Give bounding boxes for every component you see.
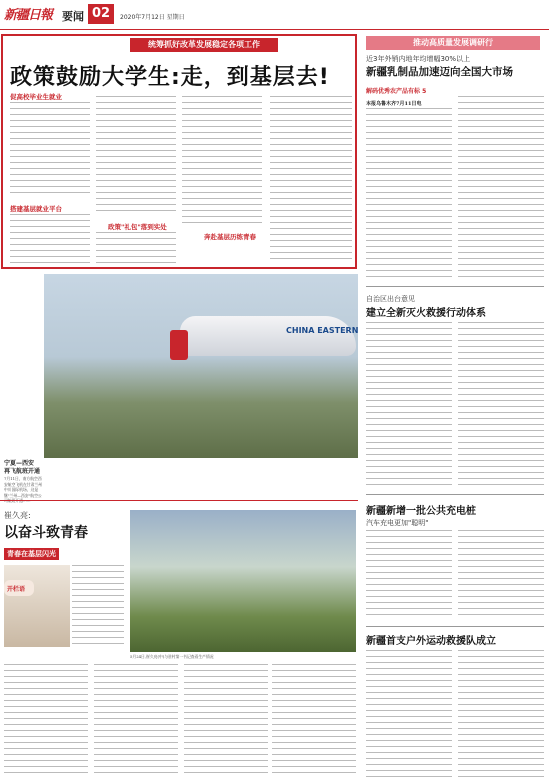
divider-2	[366, 494, 544, 495]
page-number: 02	[88, 4, 114, 24]
right-story4-col1	[366, 650, 452, 778]
right-story3-col1	[366, 530, 452, 620]
lead-column-2	[96, 96, 176, 216]
divider-1	[366, 286, 544, 287]
lead-column-1	[10, 102, 90, 198]
right-story1-title: 新疆乳制品加速迈向全国大市场	[366, 66, 513, 78]
airport-photo	[44, 274, 358, 458]
feature-title: 以奋斗致青春	[4, 525, 88, 541]
newspaper-logo: 新疆日報	[4, 8, 53, 23]
right-story3-sub: 汽车充电更加"聪明"	[366, 519, 429, 527]
feature-col2	[94, 664, 178, 778]
lead-banner: 统筹抓好改革发展稳定各项工作	[130, 38, 278, 52]
photo2-caption: 5月24日,崔久亮(中)与驻村第一书记查看生产情况	[130, 654, 214, 659]
right-story4-col2	[458, 650, 544, 778]
subhead-4: 奔赴基层历练青春	[204, 233, 256, 241]
lead-column-3	[182, 96, 262, 226]
illustration-figure	[4, 565, 70, 647]
feature-col4	[272, 664, 356, 778]
right-story3-col2	[458, 530, 544, 620]
lead-column-2b	[96, 232, 176, 264]
right-story3-title: 新疆新增一批公共充电桩	[366, 506, 476, 517]
right-story1-sub: 解码优秀农产品有标 5	[366, 88, 427, 95]
divider-3	[366, 626, 544, 627]
feature-sub: 青春在基层闪光	[4, 548, 59, 560]
subhead-2: 搭建基层就业平台	[10, 205, 62, 213]
right-story2-title: 建立全新灭火救援行动体系	[366, 308, 486, 319]
feature-col3	[184, 664, 268, 778]
village-photo	[130, 510, 356, 652]
photo-caption-sub: 再飞航班开通	[4, 468, 41, 475]
right-story2-col1	[366, 322, 452, 490]
right-story1-col2	[458, 96, 544, 278]
feature-intro-text	[72, 565, 124, 649]
lead-column-1b	[10, 214, 90, 264]
right-story2-col2	[458, 322, 544, 490]
section-title: 要闻	[62, 10, 84, 23]
right-story2-kicker: 自治区出台意见	[366, 295, 415, 303]
right-story1-kicker: 近3年外销内地年均增幅30%以上	[366, 55, 471, 63]
right-banner: 推动高质量发展调研行	[366, 36, 540, 50]
right-story1-byline: 本报乌鲁木齐7月11日电	[366, 101, 422, 107]
subhead-3: 政策"礼包"落到实处	[108, 223, 167, 231]
right-story1-col1	[366, 108, 452, 278]
airplane-tail	[170, 330, 188, 360]
feature-col1	[4, 664, 88, 778]
photo-caption-text: 7月11日，南方航空西安航空飞机在甘肃兰州中川国际机场，这是继"兰州—西安"航空公	[4, 476, 42, 498]
right-story4-title: 新疆首支户外运动救援队成立	[366, 636, 496, 647]
feature-divider	[0, 500, 358, 501]
feature-kicker: 崔久亮:	[4, 511, 31, 520]
airplane-illustration	[180, 316, 359, 356]
lead-headline: 政策鼓励大学生:走，到基层去!	[10, 65, 330, 90]
photo-caption-title: 宁夏—西安	[4, 460, 35, 467]
feature-label: 开栏语	[7, 586, 26, 593]
lead-column-4	[270, 96, 352, 264]
airline-livery: CHINA EASTERN	[286, 326, 359, 335]
issue-date: 2020年7月12日 星期日	[120, 14, 185, 21]
subhead-1: 促高校毕业生就业	[10, 93, 62, 101]
